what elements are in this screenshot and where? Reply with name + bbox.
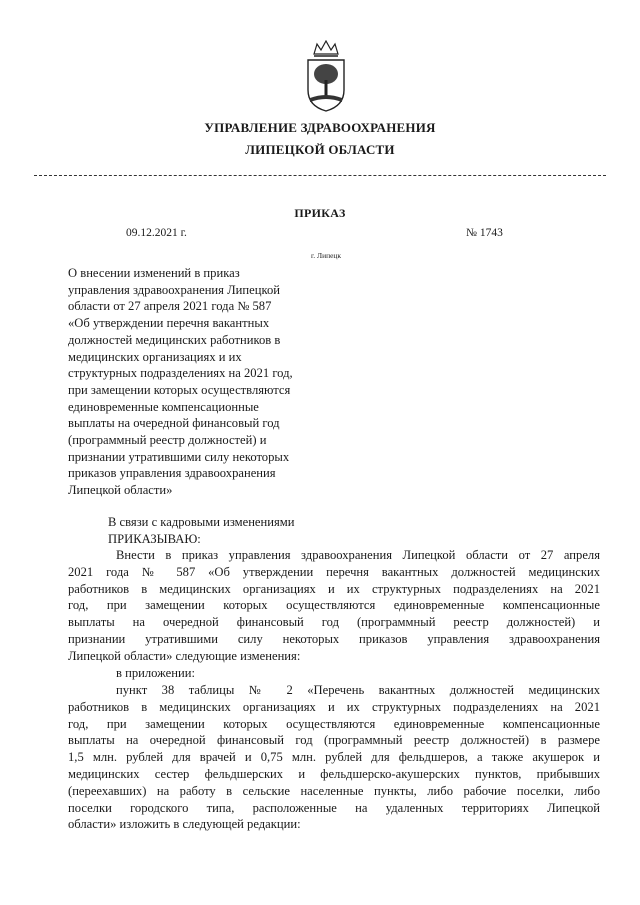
subject-line: приказов управления здравоохранения bbox=[68, 466, 276, 481]
subject-line: структурных подразделениях на 2021 год, bbox=[68, 366, 293, 381]
order-number: № 1743 bbox=[466, 227, 503, 239]
subject-line: (программный реестр должностей) и bbox=[68, 433, 267, 448]
order-city: г. Липецк bbox=[311, 251, 342, 260]
subject-line: признании утратившими силу некоторых bbox=[68, 449, 290, 464]
intro-reason: В связи с кадровыми изменениями bbox=[108, 515, 295, 529]
paragraph-line: выплаты на очередной финансовый год (программный реестр должностей) и bbox=[68, 615, 600, 630]
subject-line: медицинских организациях и их bbox=[68, 349, 242, 364]
paragraph-line: 1,5 млн. рублей для врачей и 0,75 млн. рублей для фельдшеров, а также акушерок и bbox=[68, 750, 600, 765]
paragraph-2 bbox=[68, 682, 600, 833]
header-divider bbox=[34, 175, 606, 176]
paragraph-line: признании утратившими силу некоторых приказов управления здравоохранения bbox=[68, 631, 600, 646]
subject-line: единовременные компенсационные bbox=[68, 399, 259, 414]
coat-of-arms-emblem bbox=[304, 40, 348, 112]
paragraph-line: работников в медицинских организациях и их структурных подразделениях на 2021 bbox=[68, 699, 600, 714]
subject-line: области от 27 апреля 2021 года № 587 bbox=[68, 299, 272, 314]
paragraph-line: области» изложить в следующей редакции: bbox=[68, 817, 301, 832]
paragraph-1 bbox=[68, 547, 600, 665]
subject-line: Липецкой области» bbox=[68, 483, 173, 498]
paragraph-line: год, при замещении которых осуществляются единовременные компенсационные bbox=[68, 716, 600, 731]
intro-block bbox=[108, 514, 408, 548]
organization-name-line2: ЛИПЕЦКОЙ ОБЛАСТИ bbox=[245, 142, 395, 157]
subject-line: «Об утверждении перечня вакантных bbox=[68, 316, 270, 331]
paragraph-line: работников в медицинских организациях и их структурных подразделениях на 2021 bbox=[68, 581, 600, 596]
paragraph-line: пункт 38 таблицы № 2 «Перечень вакантных должностей медицинских bbox=[116, 683, 600, 697]
order-date: 09.12.2021 г. bbox=[126, 227, 187, 239]
paragraph-line: медицинских сестер фельдшерских и фельдшерско-акушерских пунктов, прибывших bbox=[68, 766, 600, 781]
subject-line: должностей медицинских работников в bbox=[68, 332, 281, 347]
subject-line: при замещении которых осуществляются bbox=[68, 382, 291, 397]
intro-command: ПРИКАЗЫВАЮ: bbox=[108, 531, 201, 546]
paragraph-line: Внести в приказ управления здравоохранения Липецкой области от 27 апреля bbox=[116, 548, 600, 562]
subject-line: выплаты на очередной финансовый год bbox=[68, 416, 280, 431]
paragraph-line: поселки городского типа, расположенные на удаленных территориях Липецкой bbox=[68, 800, 600, 815]
paragraph-line: выплаты на очередной финансовый год (программный реестр должностей) в размере bbox=[68, 733, 600, 748]
order-subject bbox=[68, 265, 328, 499]
organization-name-line1: УПРАВЛЕНИЕ ЗДРАВООХРАНЕНИЯ bbox=[204, 120, 436, 135]
document-title: ПРИКАЗ bbox=[294, 206, 346, 220]
paragraph-line: Липецкой области» следующие изменения: bbox=[68, 648, 301, 663]
appendix-label: в приложении: bbox=[116, 666, 195, 680]
subject-line: О внесении изменений в приказ bbox=[68, 266, 240, 280]
paragraph-line: год, при замещении которых осуществляются единовременные компенсационные bbox=[68, 598, 600, 613]
paragraph-line: (переехавших) на работу в сельские населенные пункты, либо рабочие поселки, либо bbox=[68, 783, 600, 798]
subject-line: управления здравоохранения Липецкой bbox=[68, 282, 280, 297]
paragraph-line: 2021 года № 587 «Об утверждении перечня вакантных должностей медицинских bbox=[68, 564, 600, 579]
